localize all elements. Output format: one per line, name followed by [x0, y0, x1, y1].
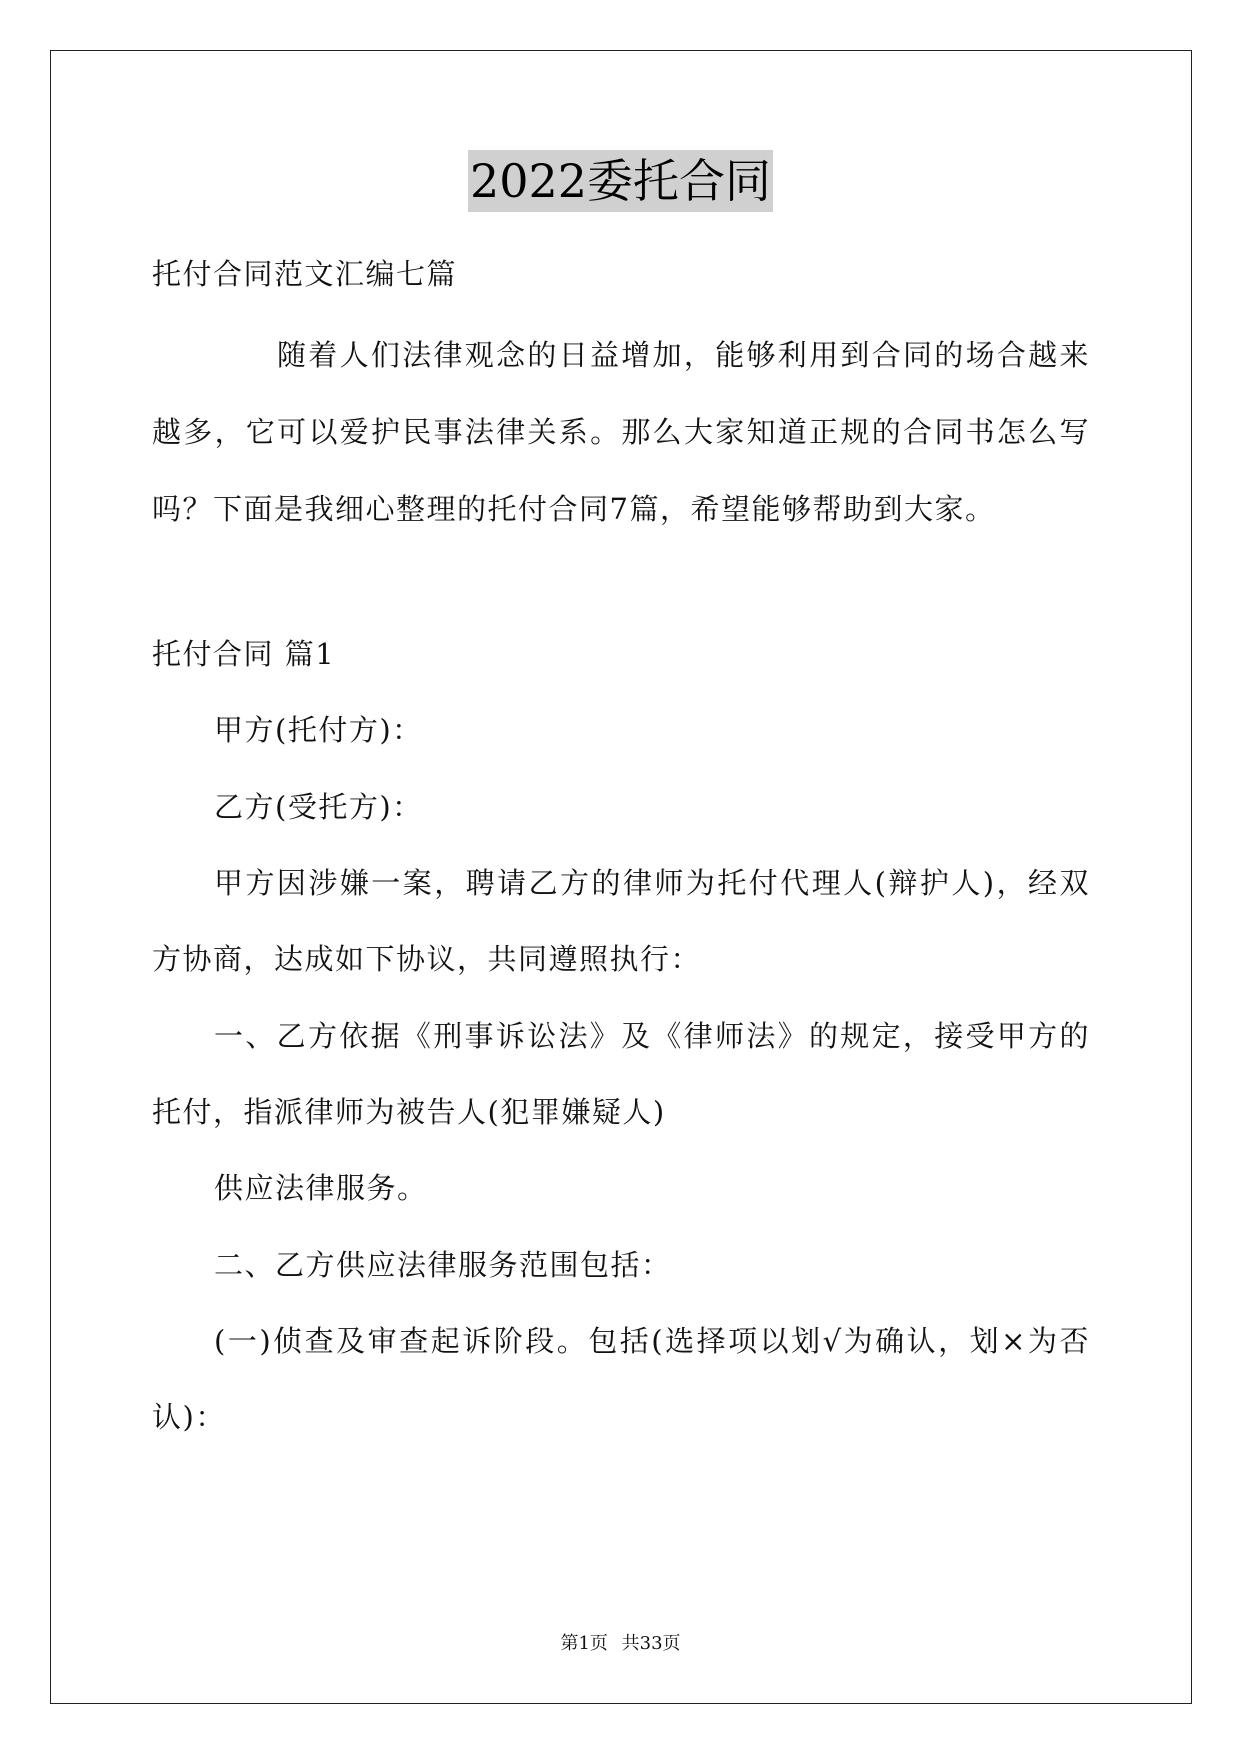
body-line-2: 方协商，达成如下协议，共同遵照执行： [152, 942, 702, 976]
section-heading: 托付合同 篇1 [152, 637, 336, 671]
subtitle-line: 托付合同范文汇编七篇 [152, 257, 458, 291]
document-title: 2022委托合同 [468, 150, 773, 212]
party-a-line: 甲方(托付方)： [214, 713, 423, 747]
body-line-1: 甲方因涉嫌一案，聘请乙方的律师为托付代理人(辩护人)，经双 [214, 866, 1090, 900]
title-wrap [0, 150, 1241, 212]
page-total: 共33页 [621, 1633, 681, 1654]
body-line-5: 供应法律服务。 [214, 1171, 428, 1205]
intro-line-3: 吗？下面是我细心整理的托付合同7篇，希望能够帮助到大家。 [152, 492, 996, 526]
body-line-7: (一)侦查及审查起诉阶段。包括(选择项以划√为确认，划×为否 [214, 1324, 1090, 1358]
body-line-3: 一、乙方依据《刑事诉讼法》及《律师法》的规定，接受甲方的 [214, 1019, 1090, 1053]
page-footer [0, 1632, 1241, 1656]
body-line-6: 二、乙方供应法律服务范围包括： [214, 1248, 672, 1282]
body-line-4: 托付，指派律师为被告人(犯罪嫌疑人) [152, 1095, 666, 1129]
intro-line-1: 随着人们法律观念的日益增加，能够利用到合同的场合越来 [277, 338, 1090, 372]
party-b-line: 乙方(受托方)： [214, 790, 423, 824]
body-line-8: 认)： [152, 1400, 226, 1434]
page-number: 第1页 [560, 1633, 608, 1654]
intro-line-2: 越多，它可以爱护民事法律关系。那么大家知道正规的合同书怎么写 [152, 415, 1090, 449]
